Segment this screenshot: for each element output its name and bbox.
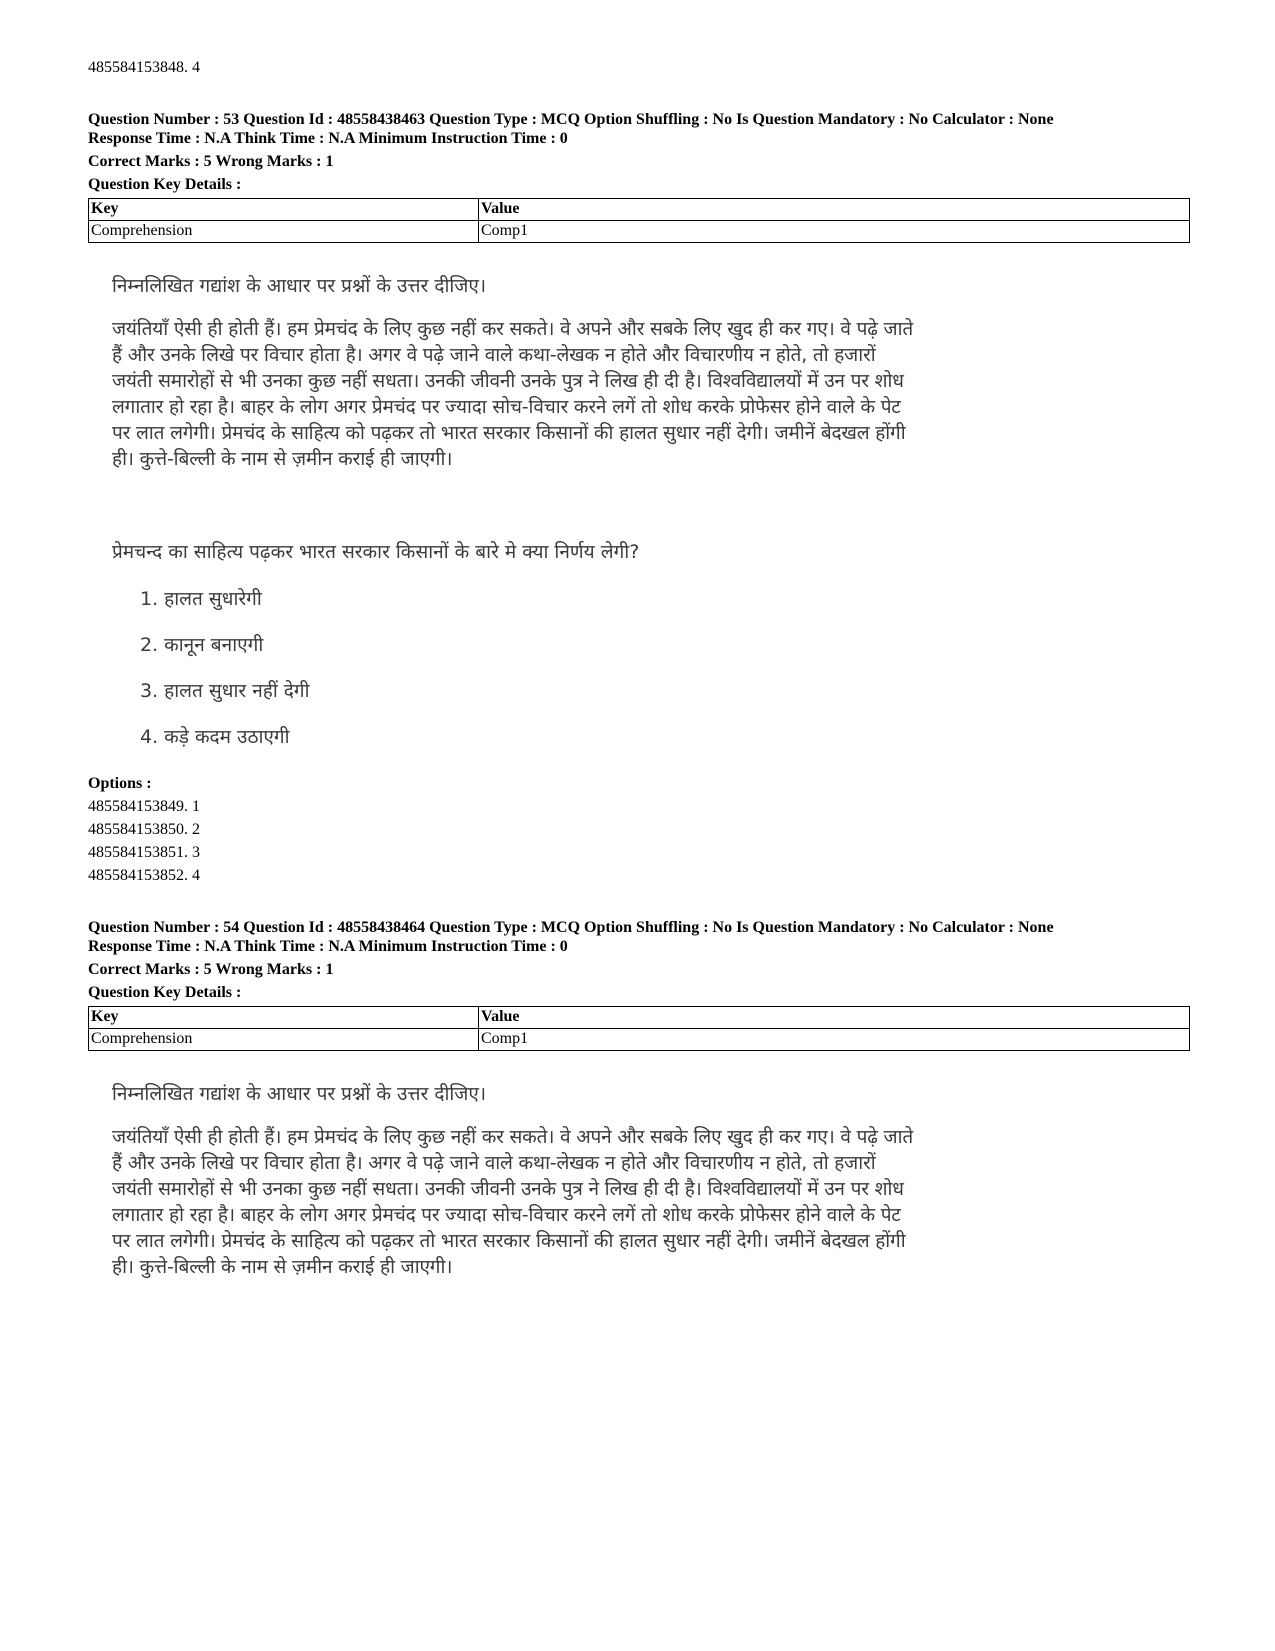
- q53-question-text: प्रेमचन्द का साहित्य पढ़कर भारत सरकार किसानों के बारे मे क्या निर्णय लेगी?: [112, 541, 640, 563]
- passage-line: हैं और उनके लिखे पर विचार होता है। अगर वे पढ़े जाने वाले कथा-लेखक न होते और विचारणीय न होते, तो हजारों: [112, 344, 876, 366]
- table-cell-value: Comp1: [479, 221, 1190, 243]
- previous-option-id: 485584153848. 4: [88, 59, 200, 76]
- table-cell-key: Comprehension: [89, 1029, 479, 1051]
- passage-line: ही। कुत्ते-बिल्ली के नाम से ज़मीन कराई ही जाएगी।: [112, 1256, 453, 1278]
- passage-line: पर लात लगेगी। प्रेमचंद के साहित्य को पढ़कर तो भारत सरकार किसानों की हालत सुधार नहीं देगी। जमीनें बेदखल होंगी: [112, 422, 906, 444]
- passage-line: जयंती समारोहों से भी उनका कुछ नहीं सधता। उनकी जीवनी उनके पुत्र ने लिख ही दी है। विश्वविद्यालयों में उन पर शोध: [112, 1178, 904, 1200]
- q53-header-line2: Response Time : N.A Think Time : N.A Minimum Instruction Time : 0: [88, 130, 568, 147]
- q54-key-table: [88, 1006, 1190, 1051]
- passage-line: हैं और उनके लिखे पर विचार होता है। अगर वे पढ़े जाने वाले कथा-लेखक न होते और विचारणीय न होते, तो हजारों: [112, 1152, 876, 1174]
- q53-option-id-4: 485584153852. 4: [88, 867, 200, 884]
- table-header-value: Value: [479, 1007, 1190, 1029]
- table-row: [89, 221, 1190, 243]
- passage-line: लगातार हो रहा है। बाहर के लोग अगर प्रेमचंद पर ज्यादा सोच-विचार करने लगें तो शोध करके प्रोफेसर होने वाले के पेट: [112, 396, 901, 418]
- q54-key-details-label: Question Key Details :: [88, 984, 242, 1001]
- q53-key-table: [88, 198, 1190, 243]
- table-cell-key: Comprehension: [89, 221, 479, 243]
- q53-passage-heading: निम्नलिखित गद्यांश के आधार पर प्रश्नों के उत्तर दीजिए।: [112, 275, 487, 297]
- q53-key-details-label: Question Key Details :: [88, 176, 242, 193]
- q53-question-option-1: 1. हालत सुधारेगी: [140, 588, 262, 610]
- passage-line: जयंतियाँ ऐसी ही होती हैं। हम प्रेमचंद के लिए कुछ नहीं कर सकते। वे अपने और सबके लिए खुद ही कर गए। वे पढ़े जाते: [112, 318, 914, 340]
- passage-line: पर लात लगेगी। प्रेमचंद के साहित्य को पढ़कर तो भारत सरकार किसानों की हालत सुधार नहीं देगी। जमीनें बेदखल होंगी: [112, 1230, 906, 1252]
- passage-line: जयंती समारोहों से भी उनका कुछ नहीं सधता। उनकी जीवनी उनके पुत्र ने लिख ही दी है। विश्वविद्यालयों में उन पर शोध: [112, 370, 904, 392]
- table-header-key: Key: [89, 1007, 479, 1029]
- q53-option-id-1: 485584153849. 1: [88, 798, 200, 815]
- q54-header-line1: Question Number : 54 Question Id : 48558438464 Question Type : MCQ Option Shuffling : No Is Question Mandatory : No Calculator : None: [88, 919, 1054, 936]
- passage-line: जयंतियाँ ऐसी ही होती हैं। हम प्रेमचंद के लिए कुछ नहीं कर सकते। वे अपने और सबके लिए खुद ही कर गए। वे पढ़े जाते: [112, 1126, 914, 1148]
- q53-header-line1: Question Number : 53 Question Id : 48558438463 Question Type : MCQ Option Shuffling : No Is Question Mandatory : No Calculator : None: [88, 111, 1054, 128]
- table-header-key: Key: [89, 199, 479, 221]
- table-header-row: [89, 199, 1190, 221]
- table-header-row: [89, 1007, 1190, 1029]
- q53-question-option-4: 4. कड़े कदम उठाएगी: [140, 726, 290, 748]
- table-cell-value: Comp1: [479, 1029, 1190, 1051]
- passage-line: ही। कुत्ते-बिल्ली के नाम से ज़मीन कराई ही जाएगी।: [112, 448, 453, 470]
- table-row: [89, 1029, 1190, 1051]
- q53-options-label: Options :: [88, 775, 152, 792]
- q53-marks: Correct Marks : 5 Wrong Marks : 1: [88, 153, 334, 170]
- q53-option-id-3: 485584153851. 3: [88, 844, 200, 861]
- passage-line: लगातार हो रहा है। बाहर के लोग अगर प्रेमचंद पर ज्यादा सोच-विचार करने लगें तो शोध करके प्रोफेसर होने वाले के पेट: [112, 1204, 901, 1226]
- q54-passage-heading: निम्नलिखित गद्यांश के आधार पर प्रश्नों के उत्तर दीजिए।: [112, 1083, 487, 1105]
- table-header-value: Value: [479, 199, 1190, 221]
- q53-option-id-2: 485584153850. 2: [88, 821, 200, 838]
- q53-passage: [112, 316, 913, 472]
- q53-question-option-2: 2. कानून बनाएगी: [140, 634, 264, 656]
- q53-question-option-3: 3. हालत सुधार नहीं देगी: [140, 680, 310, 702]
- q54-marks: Correct Marks : 5 Wrong Marks : 1: [88, 961, 334, 978]
- q54-header-line2: Response Time : N.A Think Time : N.A Minimum Instruction Time : 0: [88, 938, 568, 955]
- q54-passage: [112, 1124, 913, 1280]
